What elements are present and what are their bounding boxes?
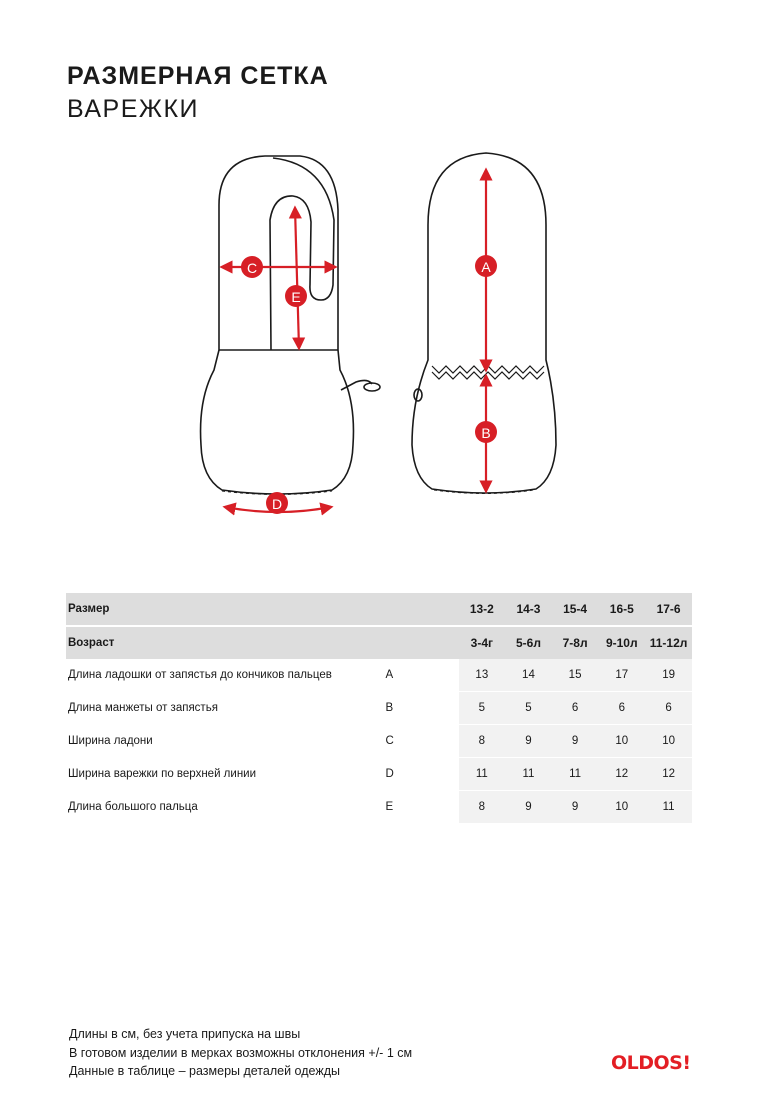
value-cell: 5: [459, 692, 506, 725]
value-cell: 13: [459, 659, 506, 692]
parameter-code: B: [386, 692, 459, 725]
footnote-line: Длины в см, без учета припуска на швы: [69, 1027, 301, 1041]
label-b-text: B: [481, 425, 491, 441]
parameter-name: Длина большого пальца: [66, 791, 386, 824]
size-label: Размер: [66, 593, 386, 625]
parameter-code: A: [386, 659, 459, 692]
value-cell: 12: [645, 758, 692, 791]
value-cell: 11: [459, 758, 506, 791]
value-cell: 17: [598, 659, 645, 692]
parameter-name: Длина ладошки от запястья до кончиков пальцев: [66, 659, 386, 692]
mitten-front-outline: [201, 156, 380, 495]
value-cell: 15: [552, 659, 599, 692]
value-cell: 10: [598, 725, 645, 758]
table-row: [66, 659, 692, 692]
table-row: [66, 725, 692, 758]
page-title: РАЗМЕРНАЯ СЕТКА: [67, 62, 329, 90]
label-a-text: A: [481, 259, 491, 275]
table-row: [66, 692, 692, 725]
value-cell: 11: [645, 791, 692, 824]
size-chart-table: [66, 593, 692, 824]
age-cell: 3-4г: [459, 627, 506, 659]
oldos-logo: OLDOS!: [611, 1052, 691, 1074]
parameter-code: D: [386, 758, 459, 791]
age-cell: 5-6л: [505, 627, 552, 659]
value-cell: 9: [505, 725, 552, 758]
footnote-line: Данные в таблице – размеры деталей одежды: [69, 1064, 340, 1078]
parameter-code: E: [386, 791, 459, 824]
size-cell: 16-5: [598, 593, 645, 625]
table-row: [66, 758, 692, 791]
value-cell: 12: [598, 758, 645, 791]
measurement-label-e: [285, 285, 307, 307]
value-cell: 5: [505, 692, 552, 725]
value-cell: 11: [505, 758, 552, 791]
age-label: Возраст: [66, 627, 386, 659]
measurement-label-b: [475, 421, 497, 443]
value-cell: 9: [552, 725, 599, 758]
value-cell: 10: [645, 725, 692, 758]
label-c-text: C: [246, 260, 258, 276]
size-cell: 13-2: [459, 593, 506, 625]
value-cell: 11: [552, 758, 599, 791]
label-e-text: E: [291, 289, 301, 305]
label-d-text: D: [271, 496, 283, 512]
size-header-row: [66, 593, 692, 625]
measurement-label-c: [241, 256, 263, 278]
parameter-name: Ширина варежки по верхней линии: [66, 758, 386, 791]
value-cell: 6: [598, 692, 645, 725]
footnotes: [69, 1025, 412, 1081]
value-cell: 9: [552, 791, 599, 824]
value-cell: 9: [505, 791, 552, 824]
footnote-line: В готовом изделии в мерках возможны отклонения +/- 1 см: [69, 1045, 413, 1060]
age-cell: 9-10л: [598, 627, 645, 659]
parameter-name: Ширина ладони: [66, 725, 386, 758]
age-cell: 7-8л: [552, 627, 599, 659]
value-cell: 14: [505, 659, 552, 692]
value-cell: 6: [645, 692, 692, 725]
size-cell: 15-4: [552, 593, 599, 625]
measurement-label-d: [266, 492, 288, 514]
value-cell: 8: [459, 725, 506, 758]
table-row: [66, 791, 692, 824]
size-cell: 14-3: [505, 593, 552, 625]
page-subtitle: ВАРЕЖКИ: [67, 95, 199, 123]
parameter-name: Длина манжеты от запястья: [66, 692, 386, 725]
age-cell: 11-12л: [645, 627, 692, 659]
age-header-row: [66, 627, 692, 659]
value-cell: 19: [645, 659, 692, 692]
measurement-lines: [222, 170, 486, 512]
value-cell: 8: [459, 791, 506, 824]
measurement-label-a: [475, 255, 497, 277]
value-cell: 6: [552, 692, 599, 725]
parameter-code: C: [386, 725, 459, 758]
value-cell: 10: [598, 791, 645, 824]
size-cell: 17-6: [645, 593, 692, 625]
